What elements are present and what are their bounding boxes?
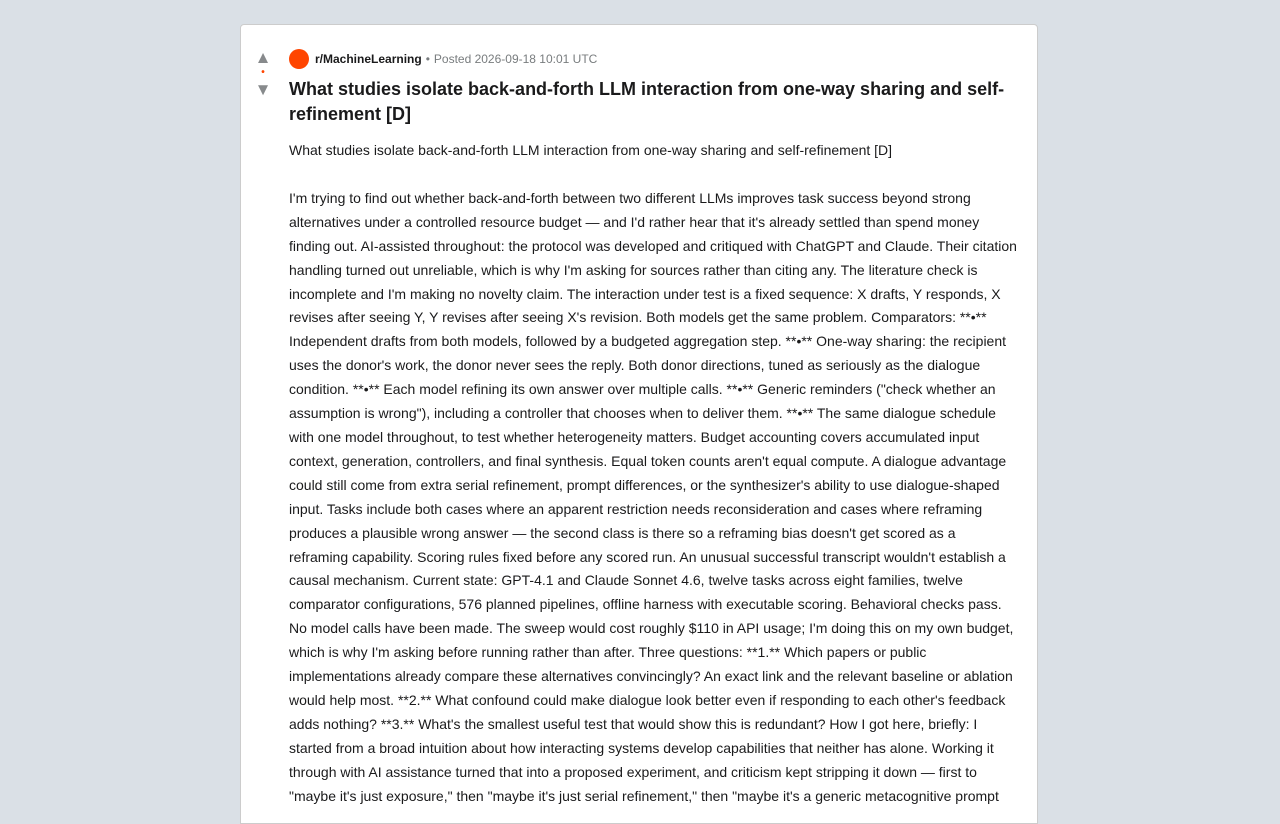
meta-separator: •	[425, 52, 430, 66]
post-body-intro: What studies isolate back-and-forth LLM interaction from one-way sharing and self-refinement [D]	[289, 142, 893, 158]
post-title[interactable]: What studies isolate back-and-forth LLM interaction from one-way sharing and self-refinement [D]	[289, 79, 1005, 124]
post-meta	[289, 49, 1017, 69]
downvote-icon[interactable]: ▼	[254, 80, 272, 99]
upvote-icon[interactable]: ▲	[254, 48, 272, 67]
post-body	[289, 139, 1017, 808]
post-card	[240, 24, 1038, 824]
vote-column	[241, 47, 285, 101]
subreddit-link[interactable]: r/MachineLearning	[315, 52, 422, 66]
post-timestamp: Posted 2026-09-18 10:01 UTC	[433, 52, 598, 66]
post-content	[289, 49, 1017, 824]
vote-score: •	[261, 67, 265, 78]
post-body-main: I'm trying to find out whether back-and-forth between two different LLMs improves task success beyond strong alternatives under a controlled resource budget — and I'd rather hear that it's already settled than spend money finding out. AI-assisted throughout: the protocol was developed and critiqued with ChatGPT and Claude. Their citation handling turned out unreliable, which is why I'm asking for sources rather than citing any. The literature check is incomplete and I'm making no novelty claim. The interaction under test is a fixed sequence: X drafts, Y responds, X revises after seeing Y, Y revises after seeing X's revision. Both models get the same problem. Comparators: **•** Independent drafts from both models, followed by a budgeted aggregation step. **•** One-way sharing: the recipient uses the donor's work, the donor never sees the reply. Both donor directions, tuned as seriously as the dialogue condition. **•** Each model refining its own answer over multiple calls. **•** Generic reminders ("check whether an assumption is wrong"), including a controller that chooses when to deliver them. **•** The same dialogue schedule with one model throughout, to test whether heterogeneity matters. Budget accounting covers accumulated input context, generation, controllers, and final synthesis. Equal token counts aren't equal compute. A dialogue advantage could still come from extra serial refinement, prompt differences, or the synthesizer's ability to use dialogue-shaped input. Tasks include both cases where an apparent restriction needs reconsideration and cases where reframing produces a plausible wrong answer — the second class is there so a reframing bias doesn't get scored as a reframing capability. Scoring rules fixed before any scored run. An unusual successful transcript wouldn't establish a causal mechanism. Current state: GPT-4.1 and Claude Sonnet 4.6, twelve tasks across eight families, twelve comparator configurations, 576 planned pipelines, offline harness with executable scoring. Behavioral checks pass. No model calls have been made. The sweep would cost roughly $110 in API usage; I'm doing this on my own budget, which is why I'm asking before running rather than after. Three questions: **1.** Which papers or public implementations already compare these alternatives convincingly? An exact link and the relevant baseline or ablation would help most. **2.** What confound could make dialogue look better even if responding to each other's feedback adds nothing? **3.** What's the smallest useful test that would show this is redundant? How I got here, briefly: I started from a broad intuition about how interacting systems develop capabilities that neither has alone. Working it through with AI assistance turned that into a proposed experiment, and criticism kept stripping it down — first to "maybe it's just exposure," then "maybe it's just serial refinement," then "maybe it's a generic metacognitive prompt	[289, 189, 1017, 804]
subreddit-icon[interactable]	[289, 49, 309, 69]
